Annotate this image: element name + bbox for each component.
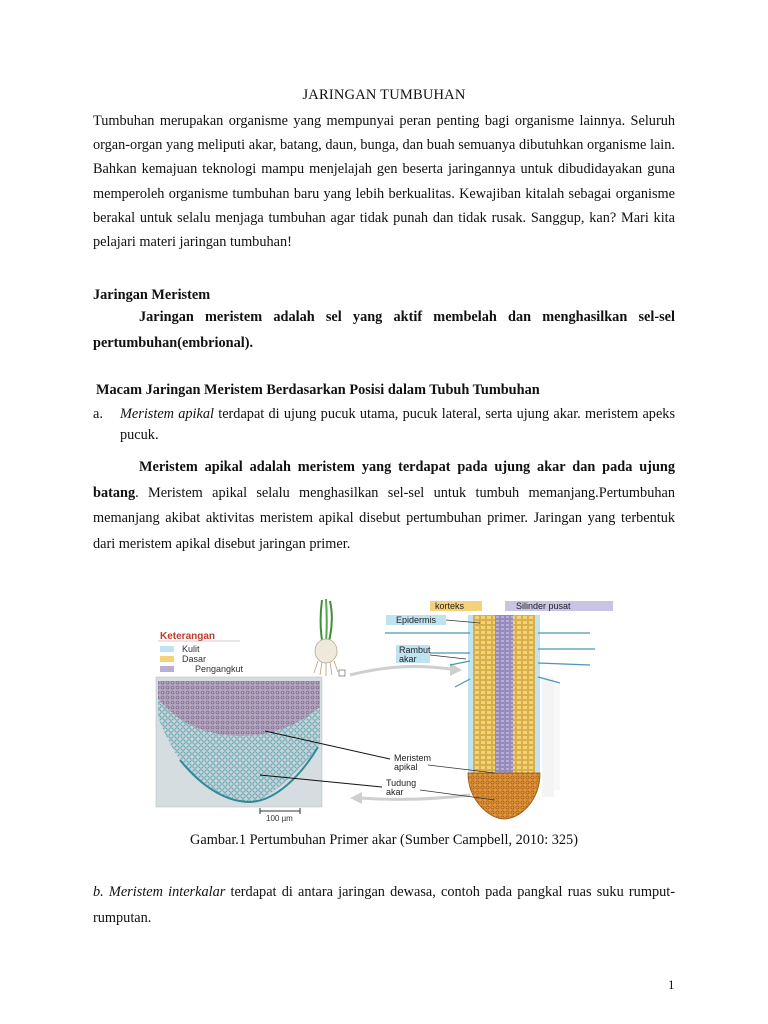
arrow-to-micrograph: [360, 795, 470, 799]
intro-paragraph: Tumbuhan merupakan organisme yang mempunyai peran penting bagi organisme lainnya. Seluruh organ-organ yang meliputi akar, batang, daun, bunga, dan buah semuanya dibutuhkan organisme lain. Bahkan kemajuan teknologi mampu menjelajah gen beserta jaringannya untuk dibudidayakan guna memperoleh organisme tumbuhan baru yang lebih berkualitas. Kewajiban kitalah sebagai organisme berakal untuk selalu menjaga tumbuhan agar tidak punah dan tidak rusak. Sanggup, kan? Mari kita pelajari materi jaringan tumbuhan!: [93, 113, 675, 251]
list-marker-a: a.: [93, 406, 103, 422]
label-silinder-pusat: Silinder pusat: [516, 601, 571, 611]
label-korteks: korteks: [435, 601, 465, 611]
legend-label-dasar: Dasar: [182, 654, 207, 664]
list-item-b-text: terdapat di antara jaringan dewasa, contoh pada pangkal ruas suku rumput-rumputan.: [93, 884, 675, 926]
document-title: JARINGAN TUMBUHAN: [302, 87, 466, 103]
legend-label-kulit: Kulit: [182, 644, 200, 654]
apikal-bold-text: Meristem apikal adalah meristem yang terdapat pada ujung akar dan pada ujung batang: [93, 459, 675, 501]
root-tip-micrograph: [156, 677, 322, 823]
list-item-a: [93, 404, 675, 446]
legend-swatch-dasar: [160, 656, 174, 662]
list-item-b: [93, 879, 675, 931]
figure-legend: [158, 631, 244, 674]
page-number: 1: [668, 977, 675, 992]
figure-caption: Gambar.1 Pertumbuhan Primer akar (Sumber Campbell, 2010: 325): [190, 832, 578, 848]
onion-seedling-illustration: [314, 599, 345, 676]
legend-swatch-kulit: [160, 646, 174, 652]
subsection-heading: Macam Jaringan Meristem Berdasarkan Posisi dalam Tubuh Tumbuhan: [96, 382, 540, 398]
label-rambut: Rambut: [399, 645, 431, 655]
term-meristem-interkalar: b. Meristem interkalar: [93, 884, 226, 900]
label-tudung: Tudung: [386, 778, 417, 788]
label-akar-tudung: akar: [386, 787, 404, 797]
list-item-a-body: [120, 404, 675, 446]
apikal-paragraph: [93, 455, 675, 557]
label-apikal: apikal: [394, 762, 418, 772]
legend-title: Keterangan: [160, 631, 216, 642]
label-akar: akar: [399, 654, 417, 664]
scale-bar-label: 100 µm: [266, 814, 293, 823]
list-item-a-text: terdapat di ujung pucuk utama, pucuk lateral, serta ujung akar. meristem apeks pucuk.: [120, 406, 676, 443]
legend-label-pengangkut: Pengangkut: [195, 664, 244, 674]
root-growth-figure: [150, 595, 620, 823]
apikal-text: . Meristem apikal selalu menghasilkan sel-sel untuk tumbuh memanjang.Pertumbuhan memanjang akibat aktivitas meristem apikal disebut pertumbuhan primer. Jaringan yang terbentuk dari meristem apikal disebut jaringan primer.: [93, 484, 675, 552]
label-epidermis: Epidermis: [396, 615, 437, 625]
section-heading: Jaringan Meristem: [93, 287, 211, 303]
legend-swatch-pengangkut: [160, 666, 174, 672]
definition-paragraph: Jaringan meristem adalah sel yang aktif membelah dan menghasilkan sel-sel pertumbuhan(embrional).: [93, 309, 675, 351]
arrow-to-root-diagram: [350, 667, 450, 675]
label-meristem: Meristem: [394, 753, 432, 763]
term-meristem-apikal: Meristem apikal: [120, 406, 214, 422]
